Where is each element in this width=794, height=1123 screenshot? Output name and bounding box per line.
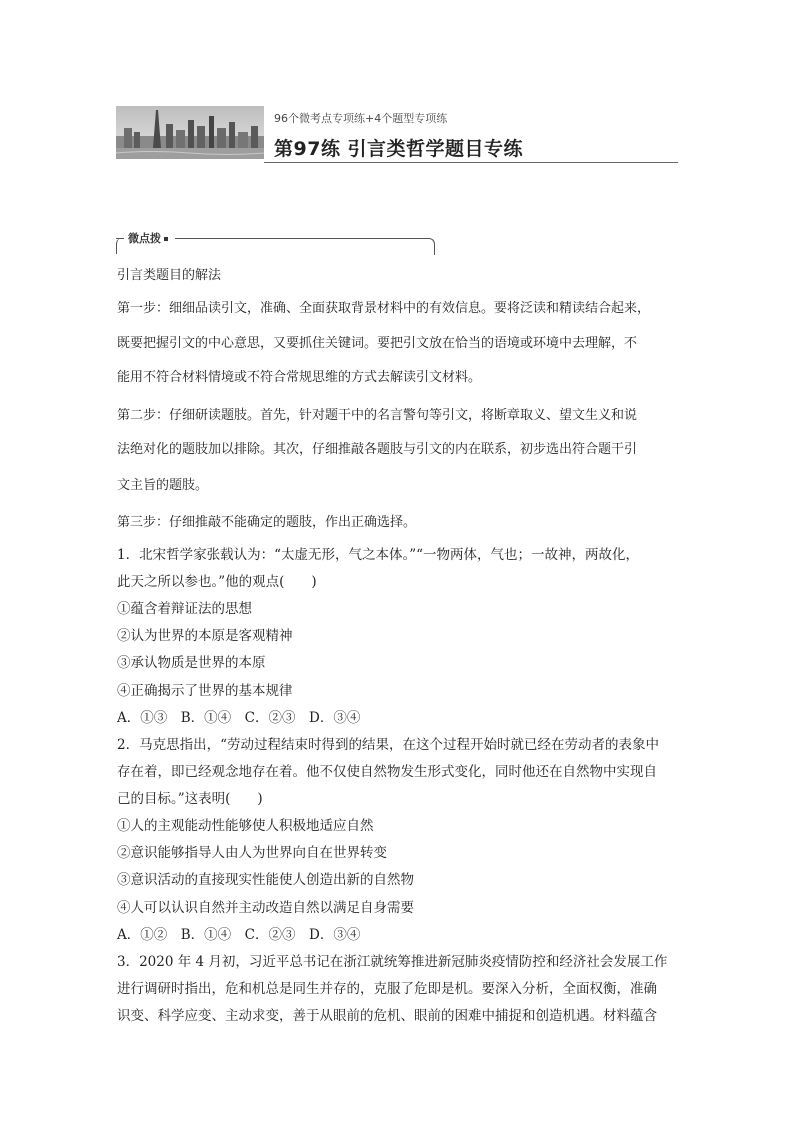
method-line: 既要把握引文的中心意思，又要抓住关键词。要把引文放在恰当的语境或环境中去理解，不 [117,336,638,351]
question-1-option: ④正确揭示了世界的基本规律 [117,683,293,699]
method-line: 能用不符合材料情境或不符合常规思维的方式去解读引文材料。 [117,370,482,385]
question-3-stem: 3．2020 年 4 月初，习近平总书记在浙江就统筹推进新冠肺炎疫情防控和经济社会发展工作 [117,954,668,970]
question-3-stem: 进行调研时指出，危和机总是同生并存的，克服了危即是机。要深入分析，全面权衡，准确 [117,981,657,997]
square-bullet-icon [164,237,168,241]
question-2-option: ④人可以认识自然并主动改造自然以满足自身需要 [117,900,414,916]
question-2-stem: 2．马克思指出，“劳动过程结束时得到的结果，在这个过程开始时就已经在劳动者的表象中 [117,737,659,753]
method-line: 法绝对化的题肢加以排除。其次，仔细推敲各题肢与引文的内在联系，初步选出符合题干引 [117,442,638,457]
question-2-stem: 己的目标。”这表明( ) [117,791,263,807]
question-2-stem: 存在着，即已经观念地存在着。他不仅使自然物发生形式变化，同时他还在自然物中实现自 [117,764,657,780]
method-line: 第一步：细细品读引文，准确、全面获取背景材料中的有效信息。要将泛读和精读结合起来， [117,301,651,316]
page-title: 第97练 引言类哲学题目专练 [274,138,524,160]
question-1-choices: A．①③ B．①④ C．②③ D．③④ [117,710,361,726]
tip-label-text: 微点拨 [128,232,161,245]
method-heading: 引言类题目的解法 [117,268,222,283]
question-1-option: ②认为世界的本原是客观精神 [117,628,293,644]
question-3-stem: 识变、科学应变、主动求变，善于从眼前的危机、眼前的困难中捕捉和创造机遇。材料蕴含 [117,1008,657,1024]
question-2-option: ②意识能够指导人由人为世界向自在世界转变 [117,845,387,861]
method-line: 文主旨的题肢。 [117,478,209,493]
question-2-option: ①人的主观能动性能够使人积极地适应自然 [117,818,374,834]
question-1-option: ①蕴含着辩证法的思想 [117,601,252,617]
tip-label [124,230,175,246]
header-city-image [116,106,264,159]
method-line: 第三步：仔细推敲不能确定的题肢，作出正确选择。 [117,515,417,530]
question-1-option: ③承认物质是世界的本原 [117,655,266,671]
question-2-choices: A．①② B．①④ C．②③ D．③④ [117,927,361,943]
question-2-option: ③意识活动的直接现实性能使人创造出新的自然物 [117,872,414,888]
method-line: 第二步：仔细研读题肢。首先，针对题干中的名言警句等引文，将断章取义、望文生义和说 [117,408,638,423]
series-subtitle: 96个微考点专项练+4个题型专项练 [274,112,448,125]
question-1-stem: 此天之所以参也。”他的观点( ) [117,574,317,590]
header-divider [264,162,678,163]
question-1-stem: 1．北宋哲学家张载认为：“太虚无形，气之本体。”“一物两体，气也；一故神，两故化， [117,547,640,563]
